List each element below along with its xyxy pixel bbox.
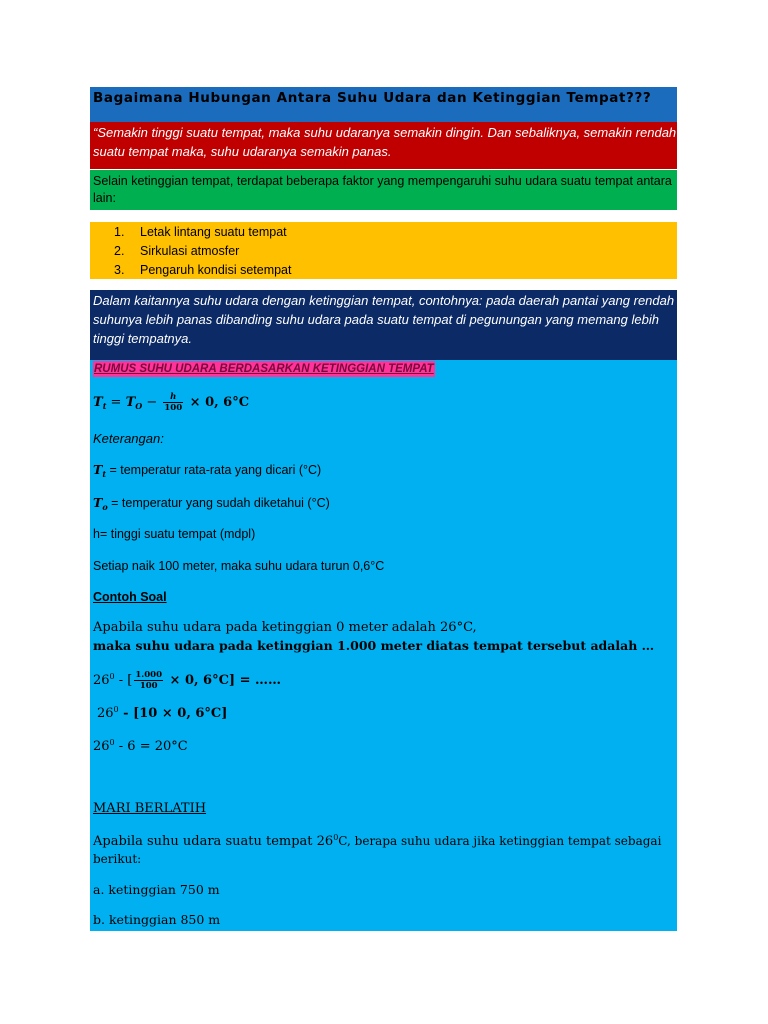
- list-item: 2. Sirkulasi atmosfer: [114, 244, 240, 258]
- example-box: [90, 290, 677, 360]
- quote-box: [90, 122, 677, 169]
- list-item: 1. Letak lintang suatu tempat: [114, 225, 287, 239]
- latihan-heading: MARI BERLATIH: [93, 801, 207, 816]
- legend-to: $T_o$ = temperatur yang sudah diketahui (°C): [93, 495, 330, 512]
- contoh-line-1: Apabila suhu udara pada ketinggian 0 meter adalah 26°C,: [93, 620, 477, 635]
- calc-step-1: $26^0$ - [ $\frac{1.000}{100}$ × 𝟎, 𝟔°C] = ……: [93, 670, 282, 691]
- quote-text: “Semakin tinggi suatu tempat, maka suhu udaranya semakin dingin. Dan sebaliknya, semakin rendah suatu tempat maka, suhu udaranya semakin panas.: [93, 125, 677, 159]
- factors-intro-box: [90, 170, 677, 210]
- keterangan-label: Keterangan:: [93, 431, 164, 446]
- factors-list-box: [90, 222, 677, 279]
- latihan-item-b: b. ketinggian 850 m: [93, 912, 221, 927]
- formula-heading: RUMUS SUHU UDARA BERDASARKAN KETINGGIAN TEMPAT: [94, 363, 434, 375]
- latihan-line-1: Apabila suhu udara suatu tempat $26^0C$, berapa suhu udara jika ketinggian tempat sebagai: [93, 833, 662, 849]
- example-text: Dalam kaitannya suhu udara dengan ketinggian tempat, contohnya: pada daerah pantai yang rendah suhunya lebih panas dibanding suhu udara pada suatu tempat di pegunungan yang memang lebih tinggi tempatnya.: [93, 293, 675, 346]
- factors-list: [114, 223, 677, 280]
- latihan-line-2: berikut:: [93, 852, 142, 866]
- calc-step-3: $26^0 - 6 = 20^\circ C$: [93, 738, 188, 754]
- legend-rule: Setiap naik 100 meter, maka suhu udara turun 0,6°C: [93, 559, 385, 573]
- latihan-item-a: a. ketinggian 750 m: [93, 882, 220, 897]
- calc-step-2: $26^0$ - [𝟏𝟎 × 𝟎, 𝟔°C]: [97, 705, 228, 721]
- formula: $T_t = T_O$ − $\frac{h}{100}$ × 𝟎, 𝟔°C: [93, 392, 250, 413]
- contoh-line-2: maka suhu udara pada ketinggian 1.000 meter diatas tempat tersebut adalah …: [93, 638, 655, 653]
- factors-intro-text: Selain ketinggian tempat, terdapat beberapa faktor yang mempengaruhi suhu udara suatu tempat antara lain:: [93, 174, 672, 205]
- legend-tt: $T_t$ = temperatur rata-rata yang dicari (°C): [93, 462, 322, 479]
- page-title: Bagaimana Hubungan Antara Suhu Udara dan Ketinggian Tempat???: [93, 90, 652, 106]
- formula-fraction: $\frac{h}{100}$: [164, 392, 183, 413]
- contoh-heading: Contoh Soal: [93, 590, 167, 604]
- legend-h: h= tinggi suatu tempat (mdpl): [93, 527, 256, 541]
- calc-fraction: $\frac{1.000}{100}$: [135, 670, 162, 691]
- list-item: 3. Pengaruh kondisi setempat: [114, 263, 292, 277]
- title-banner: [90, 87, 677, 122]
